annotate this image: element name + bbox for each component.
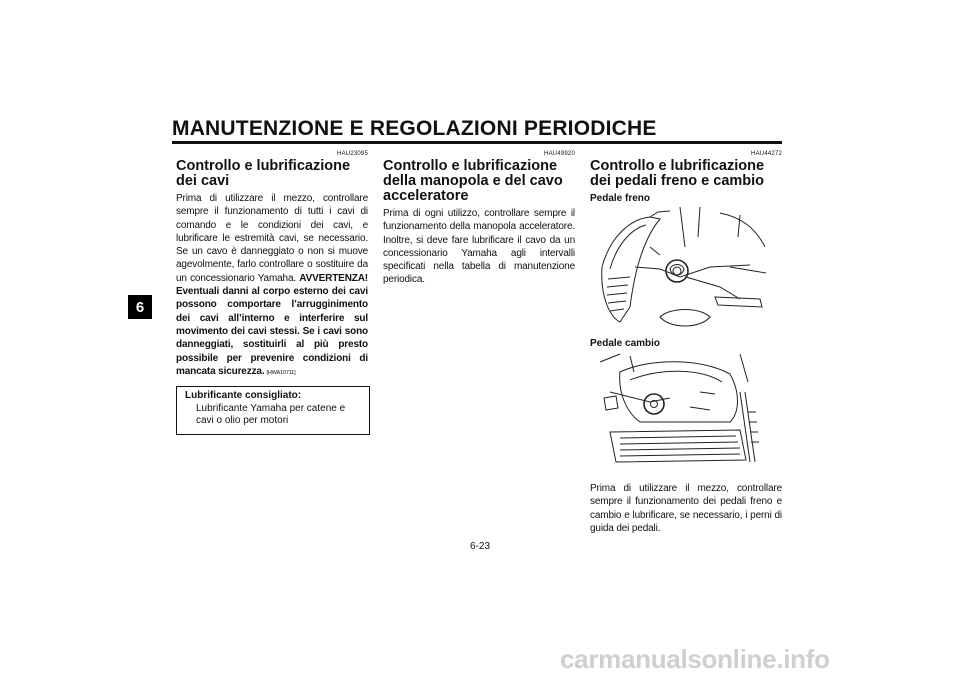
section-title: Controllo e lubrificazione dei cavi (176, 158, 351, 189)
lubricant-title: Lubrificante consigliato: (185, 390, 302, 402)
section-body (176, 192, 368, 380)
header-rule (172, 141, 782, 144)
section-title: Controllo e lubrificazione della manopola e del cavo acceleratore (383, 158, 563, 204)
body-text: Prima di utilizzare il mezzo, controllare sempre il funzionamento di tutti i cavi di comando e le condizioni dei cavi, e lubrificare le estremità cavi, se necessario. Se un cavo è danneggiato o non si muove agevolmente, farlo controllare o sostituire da un concessionario Yamaha. (176, 193, 368, 284)
section-title: Controllo e lubrificazione dei pedali freno e cambio (590, 158, 765, 189)
section-body: Prima di utilizzare il mezzo, controllare sempre il funzionamento dei pedali freno e cambio e lubrificare, se necessario, i perni di guida dei pedali. (590, 483, 782, 534)
warning-code: [HWA10711] (266, 369, 296, 376)
lubricant-text: Lubrificante Yamaha per catene e cavi o olio per motori (196, 402, 346, 427)
shift-pedal-illustration (590, 352, 770, 470)
column-throttle (383, 150, 575, 287)
warning-text: AVVERTENZA! Eventuali danni al corpo esterno dei cavi possono comportare l’arrugginimento dei cavi all’interno e interferire sul movimento dei cavi stessi. Se i cavi sono danneggiati, sostituirli al più presto possibile per prevenire condizioni di mancata sicurezza. (176, 272, 368, 377)
section-code: HAU44272 (751, 151, 782, 157)
lubricant-box (176, 386, 370, 435)
column-pedals (590, 150, 782, 535)
brake-pedal-illustration (590, 207, 770, 335)
column-cables (176, 150, 368, 435)
watermark: carmanualsonline.info (560, 644, 830, 674)
section-body: Prima di ogni utilizzo, controllare sempre il funzionamento della manopola acceleratore. Inoltre, si deve fare lubrificare il cavo da un concessionario Yamaha agli intervalli specificati nella tabella di manutenzione periodica. (383, 208, 575, 286)
shift-pedal-label: Pedale cambio (590, 338, 661, 349)
chapter-tab: 6 (128, 295, 152, 319)
brake-pedal-label: Pedale freno (590, 193, 651, 204)
page-number: 6-23 (470, 541, 491, 552)
page-header-title: MANUTENZIONE E REGOLAZIONI PERIODICHE (172, 117, 657, 140)
section-code: HAU23095 (337, 151, 368, 157)
section-code: HAU49920 (544, 151, 575, 157)
